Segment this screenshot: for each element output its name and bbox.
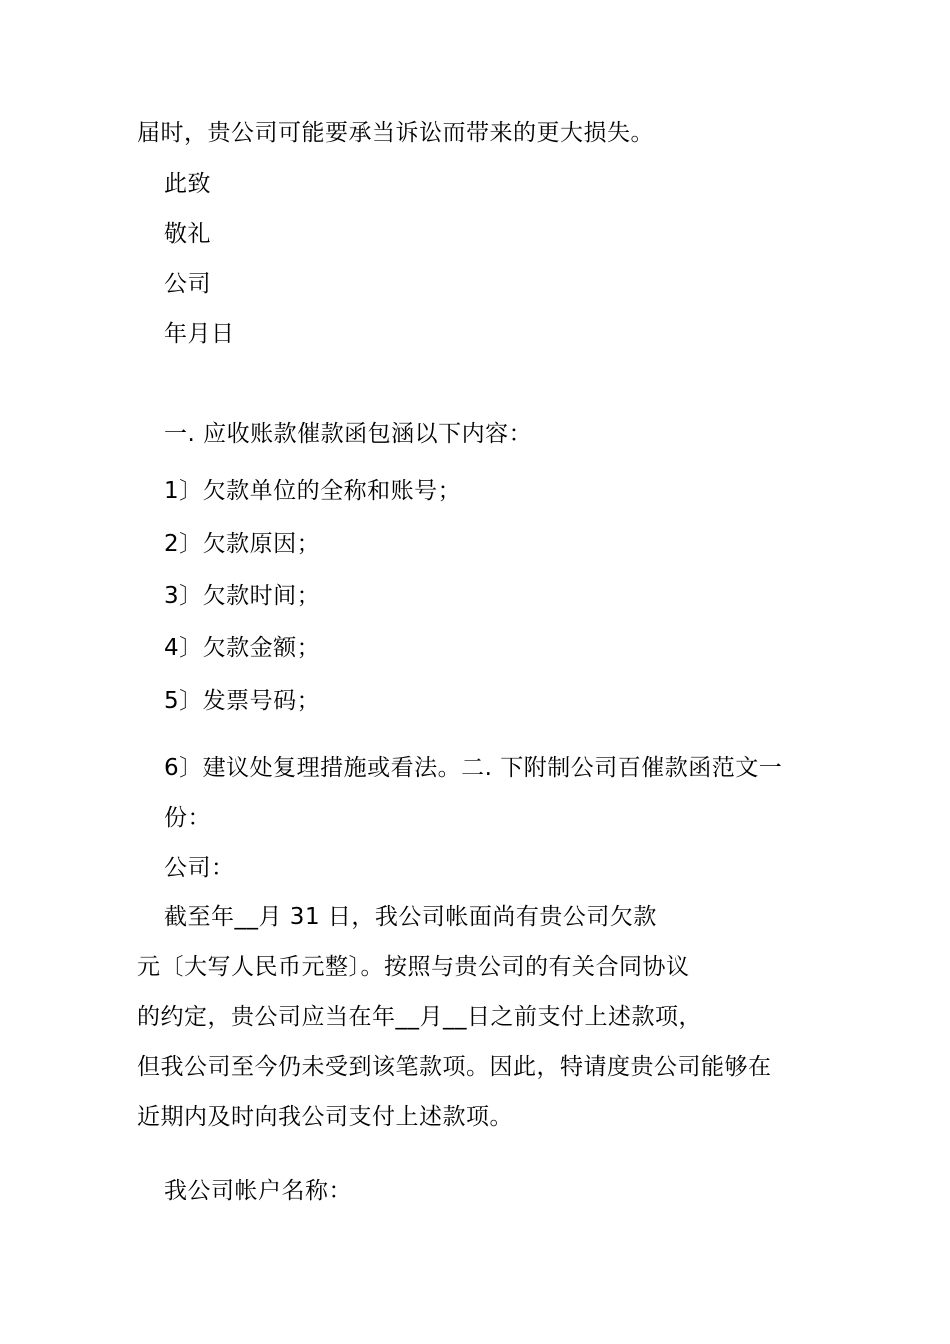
list-item-invoice: 5〕发票号码； <box>164 688 321 714</box>
list-item-suggestion-cont: 份： <box>164 805 211 831</box>
closing-salutation-line: 此致 <box>164 171 211 197</box>
letter-body-line: 但我公司至今仍未受到该笔款项。因此，特请度贵公司能够在 <box>137 1054 772 1080</box>
letter-body-line: 元〔大写人民币元整〕。按照与贵公司的有关合同协议 <box>137 954 690 980</box>
list-item-suggestion: 6〕建议处复理措施或看法。二. 下附制公司百催款函范文一 <box>164 755 783 781</box>
section-heading-contents: 一. 应收账款催款函包涵以下内容： <box>164 421 533 447</box>
letter-body-line: 截至年__月 31 日，我公司帐面尚有贵公司欠款 <box>164 904 657 930</box>
letter-addressee-line: 公司： <box>164 855 235 881</box>
letter-body-line: 近期内及时向我公司支付上述款项。 <box>137 1104 513 1130</box>
paragraph-consequence-line: 届时，贵公司可能要承当诉讼而带来的更大损失。 <box>137 120 654 146</box>
list-item-reason: 2〕欠款原因； <box>164 531 321 557</box>
letter-body-line: 的约定，贵公司应当在年__月__日之前支付上述款项， <box>137 1004 702 1030</box>
signature-date-line: 年月日 <box>164 321 235 347</box>
signature-company-line: 公司 <box>164 271 211 297</box>
list-item-debtor-account: 1〕欠款单位的全称和账号； <box>164 478 462 504</box>
closing-regards-line: 敬礼 <box>164 221 211 247</box>
account-name-line: 我公司帐户名称： <box>164 1178 352 1204</box>
list-item-time: 3〕欠款时间； <box>164 583 321 609</box>
list-item-amount: 4〕欠款金额； <box>164 635 321 661</box>
